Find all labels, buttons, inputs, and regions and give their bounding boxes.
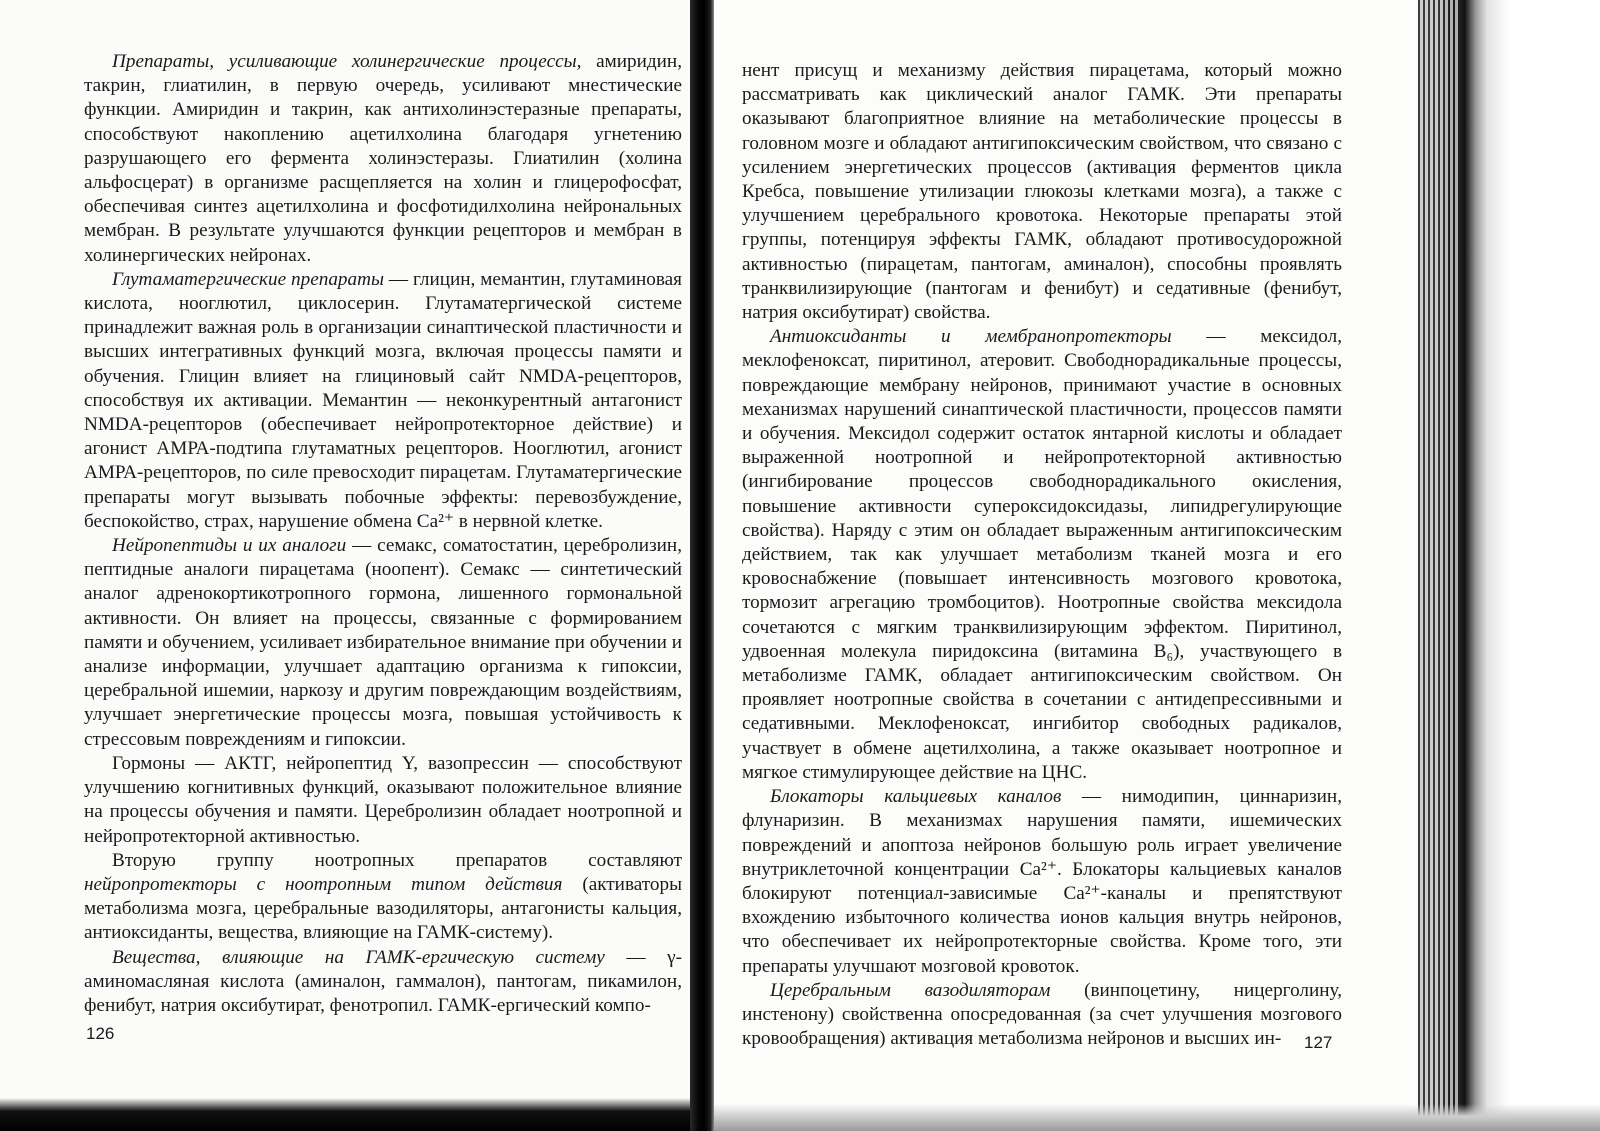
italic-term: Блокаторы кальциевых каналов bbox=[770, 786, 1062, 808]
paragraph bbox=[84, 50, 682, 268]
paragraph bbox=[84, 849, 682, 946]
italic-term: Препараты, усиливающие холинергические процессы, bbox=[112, 51, 582, 72]
left-page-text bbox=[84, 50, 682, 1018]
bottom-shadow bbox=[712, 1104, 1600, 1131]
text-run: (винпоцетину, ницерголину, инстенону) свойственна опосредованная (за счет улучшения мозгового кровообращения) активация метаболизма нейронов и высших ин- bbox=[742, 979, 1342, 1050]
text-run: — глицин, мемантин, глутаминовая кислота, нооглютил, циклосерин. Глутаматергической системе принадлежит важная роль в организации синаптической пластичности и высших интегративных функций мозга, включая процессы памяти и обучения. Глицин влияет на глициновый сайт NMDA-рецепторов, способствуя их активации. Мемантин — неконкурентный антагонист NMDA-рецепторов (обеспечивает нейропротекторное действие) и агонист АМРА-подтипа глутаматных рецепторов. Нооглютил, агонист АМРА-рецепторов, по силе превосходит пирацетам. Глутаматергические препараты могут вызывать побочные эффекты: перевозбуждение, беспокойство, страх, нарушение обмена Ca²⁺ в нервной клетке. bbox=[84, 268, 682, 532]
book-spine bbox=[690, 0, 714, 1131]
italic-term: Церебральным вазодиляторам bbox=[770, 979, 1051, 1001]
text-run: — семакс, соматостатин, церебролизин, пептидные аналоги пирацетама (ноопент). Семакс — синтетический аналог адренокортикотропного гормона, лишенного гормональной активности. Он влияет на процессы, связанные с формированием памяти и обучением, усиливает избирательное внимание при обучении и анализе информации, улучшает адаптацию организма к гипоксии, церебральной ишемии, наркозу и другим повреждающим воздействиям, улучшает энергетические процессы мозга, повышая устойчивость к стрессовым повреждениям и гипоксии. bbox=[84, 535, 682, 750]
text-run: (активаторы метаболизма мозга, церебральные вазодиляторы, антагонисты кальция, антиоксиданты, вещества, влияющие на ГАМК-систему). bbox=[84, 873, 682, 944]
page-number-left: 126 bbox=[86, 1024, 115, 1043]
text-run: Гормоны — АКТГ, нейропептид Y, вазопрессин — способствуют улучшению когнитивных функций, оказывают положительное влияние на процессы обучения и памяти. Церебролизин обладает ноотропной и нейропротекторной активностью. bbox=[84, 752, 682, 847]
paragraph bbox=[84, 946, 682, 1019]
italic-term: нейропротекторы с ноотропным типом действия bbox=[84, 873, 563, 895]
italic-term: Антиоксиданты и мембранопротекторы bbox=[770, 326, 1172, 348]
paragraph bbox=[742, 785, 1342, 979]
paragraph bbox=[742, 325, 1342, 785]
text-run: — γ-аминомасляная кислота (аминалон, гаммалон), пантогам, пикамилон, фенибут, натрия оксибутират, фенотропил. ГАМК-ергический компо- bbox=[84, 946, 682, 1016]
italic-term: Глутаматергические препараты bbox=[112, 268, 384, 290]
paragraph bbox=[84, 268, 682, 534]
text-run: — нимодипин, циннаризин, флунаризин. В механизмах нарушения памяти, ишемических повреждений и апоптоза нейронов большую роль играет увеличение внутриклеточной концентрации Ca²⁺. Блокаторы кальциевых каналов блокируют потенциал-зависимые Ca²⁺-каналы и препятствуют вхождению избыточного количества ионов кальция внутрь нейронов, что обеспечивает их нейропротекторные свойства. Кроме того, эти препараты улучшают мозговой кровоток. bbox=[742, 786, 1342, 977]
paragraph bbox=[84, 752, 682, 849]
italic-term: Нейропептиды и их аналоги bbox=[112, 535, 347, 557]
italic-term: Вещества, влияющие на ГАМК-ергическую систему bbox=[112, 946, 605, 968]
page-number-right: 127 bbox=[1304, 1033, 1333, 1052]
page-edges bbox=[1418, 0, 1458, 1131]
right-page bbox=[712, 0, 1600, 1131]
paragraph bbox=[742, 59, 1342, 325]
text-run: нент присущ и механизму действия пирацетама, который можно рассматривать как циклический аналог ГАМК. Эти препараты оказывают благоприятное влияние на метаболические процессы в головном мозге и обладают антигипоксическим свойством, что связано с усилением энергетических процессов (активация ферментов цикла Кребса, повышение утилизации глюкозы клетками мозга), а также с улучшением церебрального кровотока. Некоторые препараты этой группы, потенцируя эффекты ГАМК, обладают противосудорожной активностью (пирацетам, пантогам, аминалон), способны проявлять транквилизирующие (пантогам и фенибут) и седативные (фенибут, натрия оксибутират) свойства. bbox=[742, 60, 1342, 324]
text-run: амиридин, такрин, глиатилин, в первую очередь, усиливают мнестические функции. Амиридин и такрин, как антихолинэстеразные препараты, способствуют накоплению ацетилхолина благодаря угнетению разрушающего его фермента холинэстеразы. Глиатилин (холина альфосцерат) в организме расщепляется на холин и глицерофосфат, обеспечивая синтез ацетилхолина и фосфотидилхолина нейрональных мембран. В результате улучшаются функции рецепторов и мембран в холинергических нейронах. bbox=[84, 51, 682, 266]
text-run: Вторую группу ноотропных препаратов составляют bbox=[112, 849, 682, 871]
paragraph bbox=[84, 534, 682, 752]
text-run: — мексидол, меклофеноксат, пиритинол, атеровит. Свободнорадикальные процессы, повреждающие мембрану нейронов, принимают участие в основных механизмах нарушений синаптической пластичности, процессов памяти и обучения. Мексидол содержит остаток янтарной кислоты и обладает выраженной ноотропной и нейропротекторной активностью (ингибирование процессов свободнорадикального окисления, повышение активности супероксидоксидазы, липидрегулирующие свойства). Наряду с этим он обладает выраженным антигипоксическим действием, так как улучшает метаболизм тканей мозга и его кровоснабжение (повышает интенсивность мозгового кровотока, тормозит агрегацию тромбоцитов). Ноотропные свойства мексидола сочетаются с мягким транквилизирующим эффектом. Пиритинол, удвоенная молекула пиридоксина (витамина B₆), участвующего в метаболизме ГАМК, обладает антигипоксическим свойством. Он проявляет ноотропные свойства в сочетании с антидепрессивными и седативными. Меклофеноксат, ингибитор свободных радикалов, участвует в обмене ацетилхолина, а также оказывает ноотропное и мягкое стимулирующее действие на ЦНС. bbox=[742, 326, 1342, 783]
paragraph bbox=[742, 979, 1342, 1052]
left-page bbox=[0, 0, 712, 1131]
right-page-text bbox=[742, 59, 1342, 1051]
bottom-shadow bbox=[0, 1098, 712, 1131]
